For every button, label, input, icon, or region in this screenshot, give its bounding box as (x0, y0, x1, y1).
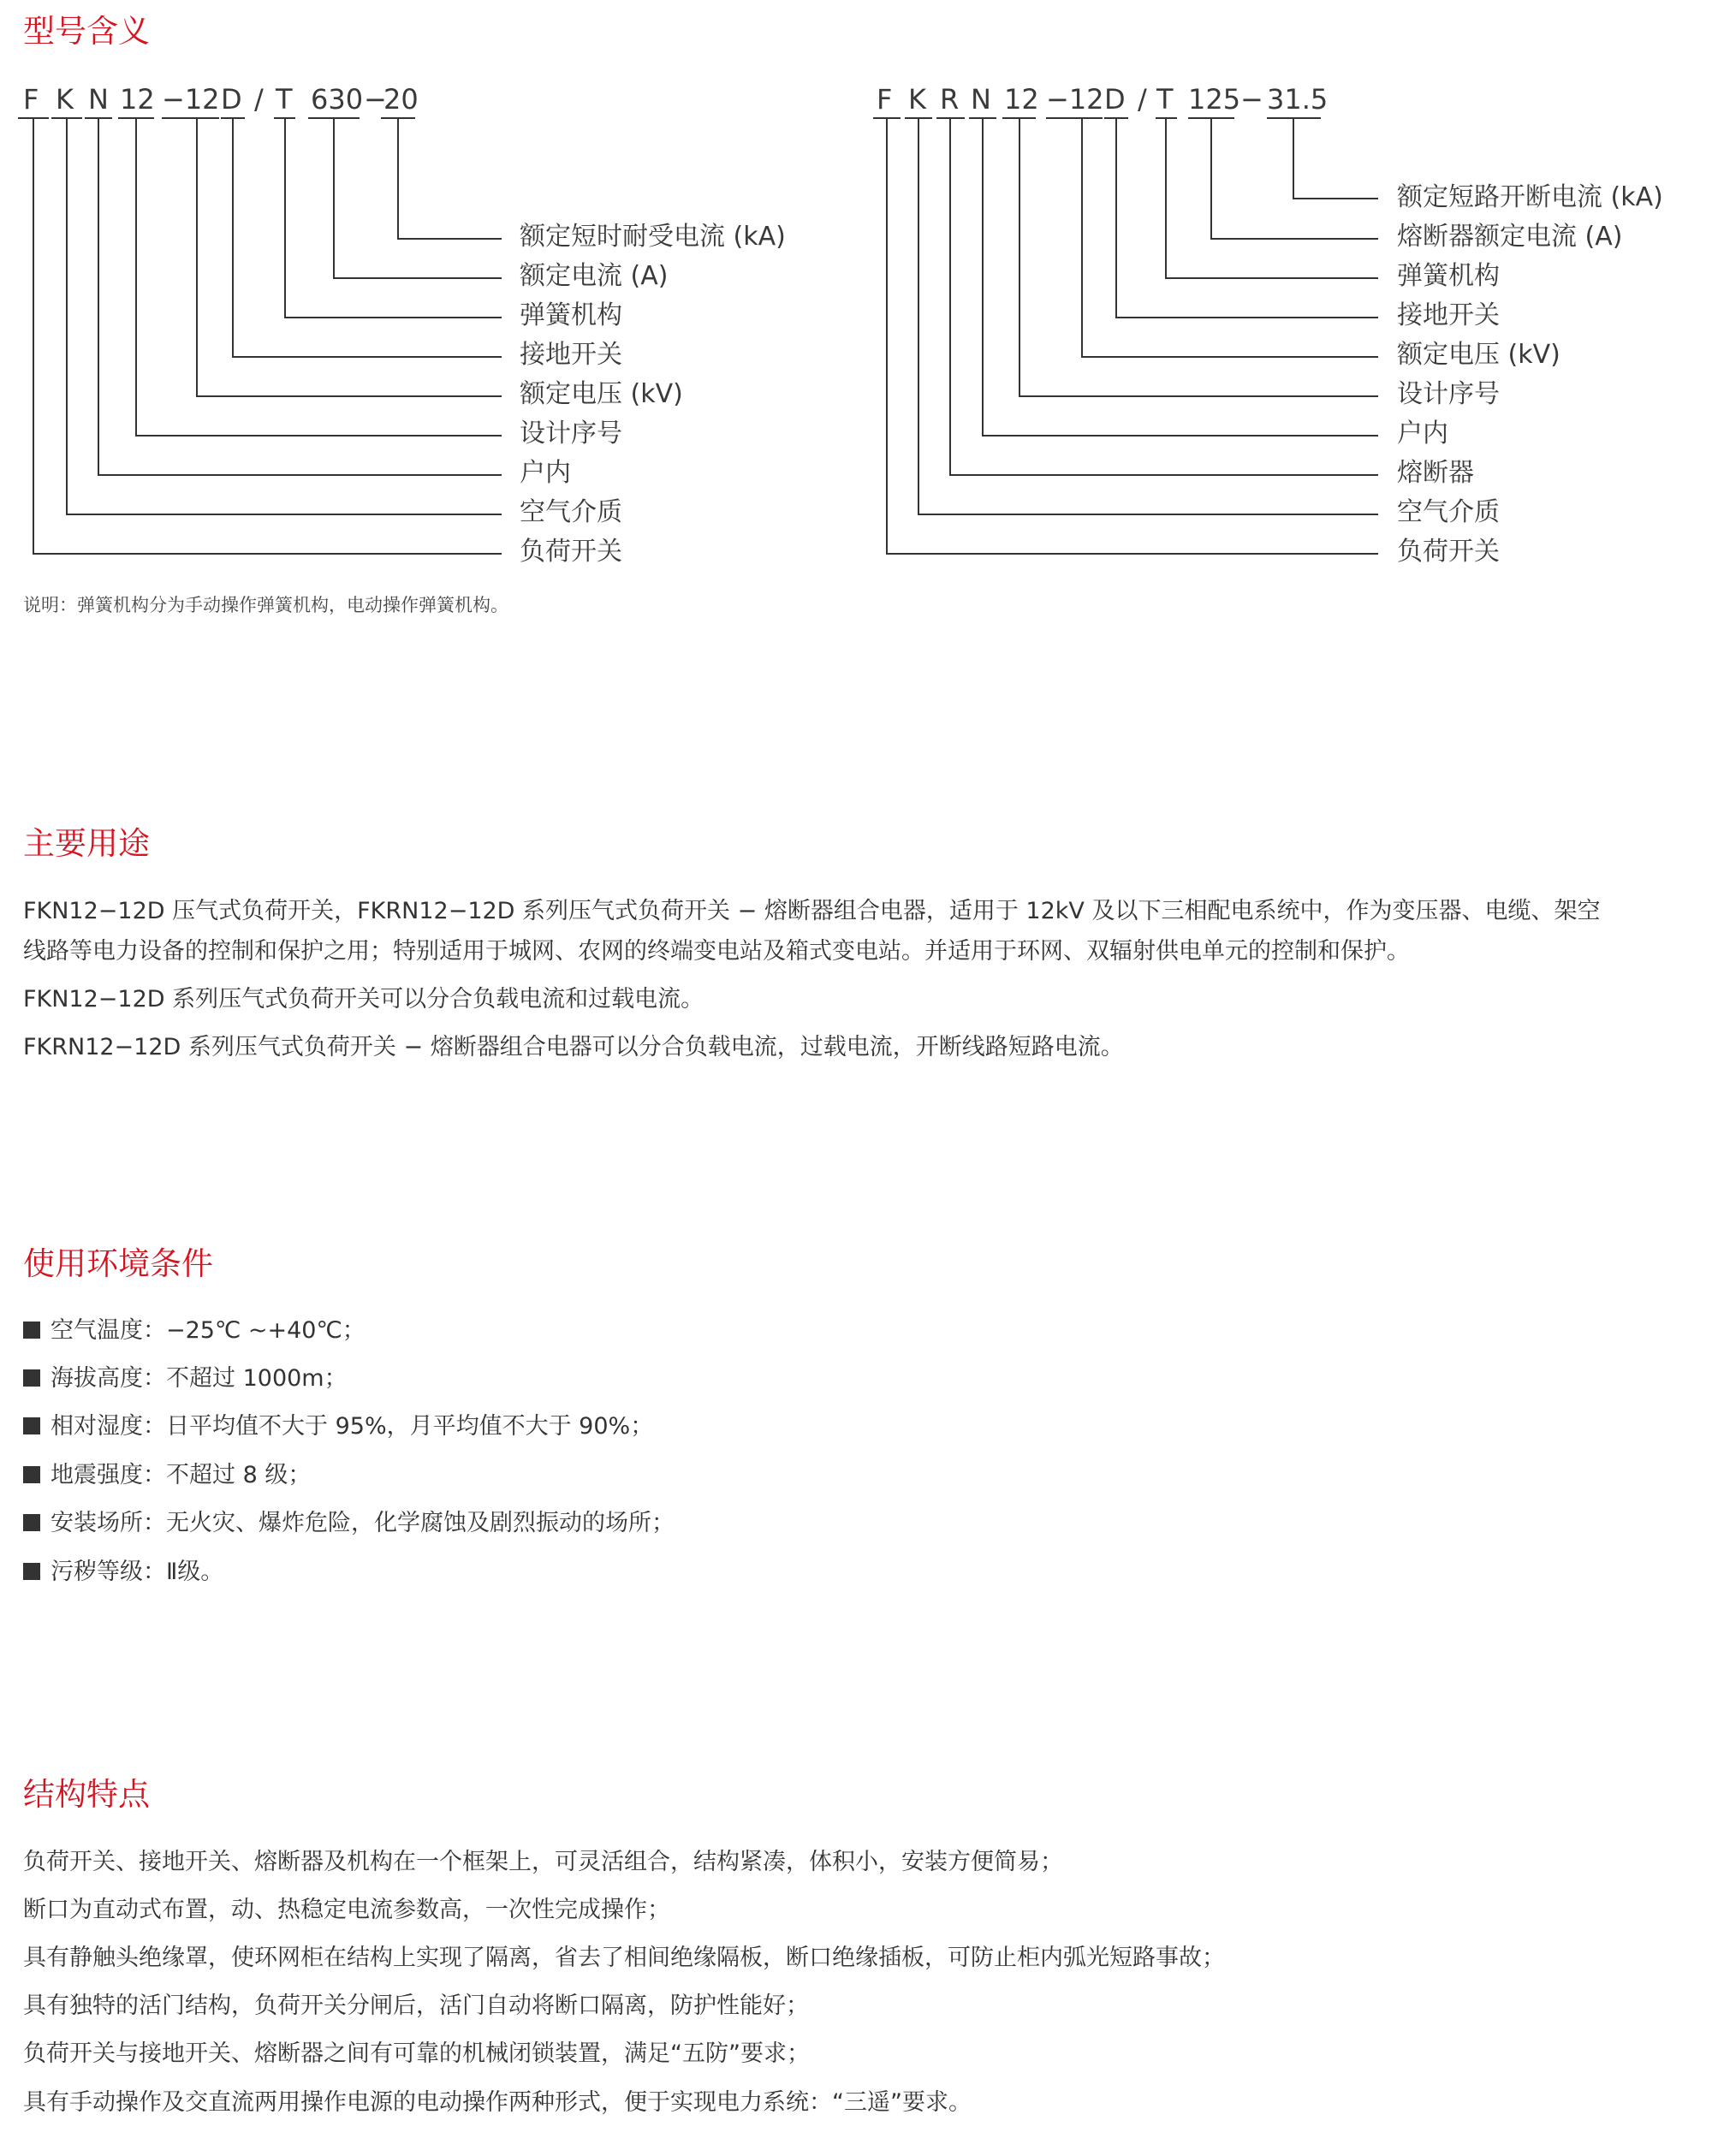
code-part: F (23, 83, 39, 116)
square-bullet-icon (23, 1417, 40, 1434)
label-earthing-switch: 接地开关 (520, 340, 622, 370)
list-item: 地震强度：不超过 8 级； (23, 1464, 311, 1487)
code-part: N (971, 83, 991, 116)
label-indoor: 户内 (1397, 419, 1448, 448)
uses-paragraph: FKN12−12D 系列压气式负荷开关可以分合负载电流和过载电流。 (23, 986, 704, 1013)
square-bullet-icon (23, 1369, 40, 1387)
code-part: K (908, 83, 926, 116)
list-item: 具有静触头绝缘罩，使环网柜在结构上实现了隔离，省去了相间绝缘隔板，断口绝缘插板，可防止柜内弧光短路事故； (23, 1945, 1225, 1971)
label-design-number: 设计序号 (520, 419, 622, 448)
label-rated-short-time-current: 额定短时耐受电流 (kA) (520, 222, 786, 252)
code-part: −12 (162, 83, 220, 116)
list-item: 安装场所：无火灾、爆炸危险，化学腐蚀及剧烈振动的场所； (23, 1512, 675, 1535)
list-item: 负荷开关、接地开关、熔断器及机构在一个框架上，可灵活组合，结构紧凑，体积小，安装方便简易； (23, 1849, 1063, 1875)
list-item: 污秽等级：Ⅱ级。 (23, 1560, 223, 1583)
label-load-switch: 负荷开关 (1397, 537, 1500, 567)
uses-paragraph: FKRN12−12D 系列压气式负荷开关 − 熔断器组合电器可以分合负载电流，过载电流，开断线路短路电流。 (23, 1034, 1124, 1060)
code-part: 630 (311, 83, 364, 116)
section-title-model-meaning: 型号含义 (23, 13, 150, 50)
code-part: 125 (1188, 83, 1241, 116)
code-part: 12 (1004, 83, 1039, 116)
list-item: 负荷开关与接地开关、熔断器之间有可靠的机械闭锁装置，满足“五防”要求； (23, 2040, 810, 2067)
label-load-switch: 负荷开关 (520, 537, 622, 567)
code-part: −12 (1046, 83, 1104, 116)
label-spring-mechanism: 弹簧机构 (1397, 261, 1500, 291)
label-air-medium: 空气介质 (1397, 497, 1500, 527)
code-part: T (276, 83, 293, 116)
code-part: − (1240, 83, 1263, 116)
uses-paragraph: FKN12−12D 压气式负荷开关，FKRN12−12D 系列压气式负荷开关 − 熔断器组合电器，适用于 12kV 及以下三相配电系统中，作为变压器、电缆、架空 (23, 898, 1601, 924)
code-part: D (221, 83, 242, 116)
label-indoor: 户内 (520, 458, 571, 488)
code-part: N (88, 83, 109, 116)
list-item: 海拔高度：不超过 1000m； (23, 1367, 348, 1390)
list-item: 断口为直动式布置，动、热稳定电流参数高，一次性完成操作； (23, 1897, 670, 1923)
label-rated-voltage: 额定电压 (kV) (520, 379, 683, 409)
label-earthing-switch: 接地开关 (1397, 300, 1500, 330)
code-part: F (877, 83, 893, 116)
label-fuse-rated-current: 熔断器额定电流 (A) (1397, 222, 1623, 252)
code-part: 12 (120, 83, 155, 116)
label-air-medium: 空气介质 (520, 497, 622, 527)
square-bullet-icon (23, 1466, 40, 1483)
label-rated-short-circuit-breaking-current: 额定短路开断电流 (kA) (1397, 182, 1663, 212)
label-rated-current: 额定电流 (A) (520, 261, 669, 291)
list-item: 相对湿度：日平均值不大于 95%，月平均值不大于 90%； (23, 1415, 653, 1438)
square-bullet-icon (23, 1563, 40, 1580)
square-bullet-icon (23, 1514, 40, 1531)
label-rated-voltage: 额定电压 (kV) (1397, 340, 1560, 370)
uses-paragraph: 线路等电力设备的控制和保护之用；特别适用于城网、农网的终端变电站及箱式变电站。并适用于环网、双辐射供电单元的控制和保护。 (23, 938, 1410, 965)
code-part: R (940, 83, 960, 116)
code-part: / (1138, 83, 1147, 116)
right-diagram-lines (873, 118, 1378, 554)
section-title-environment: 使用环境条件 (23, 1245, 213, 1282)
code-part: D (1104, 83, 1126, 116)
code-part: − (364, 83, 387, 116)
code-part: K (56, 83, 74, 116)
code-part: 31.5 (1267, 83, 1329, 116)
model-note: 说明：弹簧机构分为手动操作弹簧机构，电动操作弹簧机构。 (23, 595, 508, 615)
left-diagram-lines (18, 118, 502, 554)
list-item: 具有手动操作及交直流两用操作电源的电动操作两种形式，便于实现电力系统：“三遥”要求。 (23, 2089, 972, 2116)
label-spring-mechanism: 弹簧机构 (520, 300, 622, 330)
section-title-main-uses: 主要用途 (23, 825, 150, 862)
list-item: 空气温度：−25℃ ~+40℃； (23, 1319, 366, 1342)
section-title-structure: 结构特点 (23, 1776, 150, 1813)
code-part: T (1156, 83, 1174, 116)
label-design-number: 设计序号 (1397, 379, 1500, 409)
code-part: 20 (383, 83, 419, 116)
square-bullet-icon (23, 1322, 40, 1339)
list-item: 具有独特的活门结构，负荷开关分闸后，活门自动将断口隔离，防护性能好； (23, 1993, 809, 2019)
code-part: / (254, 83, 264, 116)
label-fuse: 熔断器 (1397, 458, 1474, 488)
